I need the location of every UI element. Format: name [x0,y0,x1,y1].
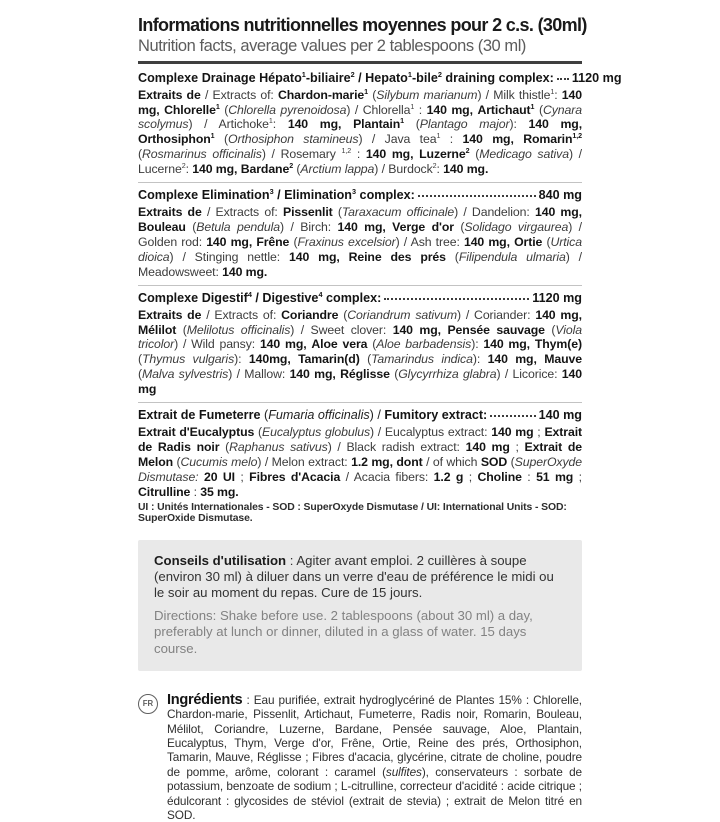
header-divider [138,61,582,64]
section-body: Extraits de / Extracts of: Chardon-marie$^1$ (Silybum marianum) / Milk thistle$^1$: 140 mg, Chlorelle$^1$ (Chlorella pyrenoidosa) / Chlorella$^1$ : 140 mg, Artichaut$^1$ (Cynara scolymus) / Artichoke$^1$: 140 mg, Plantain$^1$ (Plantago major): 140 mg, Orthosiphon$^1$ (Orthosiphon stamineus) / Java tea$^1$ : 140 mg, Romarin$^{1,2}$ (Rosmarinus officinalis) / Rosemary $^{1,2}$ : 140 mg, Luzerne$^2$ (Medicago sativa) / Lucerne$^2$: 140 mg, Bardane$^2$ (Arctium lappa) / Burdock$^2$: 140 mg. [138,87,583,177]
directions-box [138,540,582,671]
dotted-leader [490,415,535,417]
section-heading: Extrait de Fumeterre (Fumaria officinalis) / Fumitory extract: [138,408,488,423]
section-divider [138,182,582,183]
dotted-leader [384,298,529,300]
ingredients-block [138,693,582,822]
section-heading-row [138,408,582,422]
dotted-leader [418,195,536,197]
section-digestive [138,291,582,397]
section-amount: 1120 mg [571,70,622,85]
section-heading-row [138,188,582,202]
section-amount: 840 mg [538,188,582,203]
section-body: Extrait d'Eucalyptus (Eucalyptus globulus) / Eucalyptus extract: 140 mg ; Extrait de Radis noir (Raphanus sativus) / Black radish extract: 140 mg ; Extrait de Melon (Cucumis melo) / Melon extract: 1.2 mg, dont / of which SOD (SuperOxyde Dismutase: 20 UI ; Fibres d'Acacia / Acacia fibers: 1.2 g ; Choline : 51 mg ; Citrulline : 35 mg. [138,425,583,499]
section-divider [138,285,582,286]
ingredients-text [167,693,582,822]
section-amount: 140 mg [538,408,582,423]
section-divider [138,402,582,403]
section-amount: 1120 mg [532,290,582,305]
section-fumitory [138,408,582,524]
fr-language-badge: FR [138,694,158,714]
label-header [138,15,587,56]
ingredients-heading: Ingrédients [167,691,243,708]
section-heading: Complexe Elimination$^3$ / Elimination$^3$ complex: [138,186,415,203]
section-hepato-biliary [138,69,622,177]
section-heading-row [138,69,622,85]
section-heading: Complexe Digestif$^4$ / Digestive$^4$ complex: [138,289,382,305]
directions-en: Directions: Shake before use. 2 tablespoons (about 30 ml) a day, preferably at lunch or dinner, diluted in a glass of water. 15 days course. [154,608,533,656]
abbreviations-footnote: UI : Unités Internationales - SOD : SuperOxyde Dismutase / UI: International Units - SOD: SuperOxide Dismutase. [138,501,567,524]
dotted-leader [557,78,569,80]
ingredients-list: : Eau purifiée, extrait hydroglycériné de Plantes 15% : Chlorelle, Chardon-marie, Pissenlit, Artichaut, Fumeterre, Radis noir, Romarin, Bouleau, Mélilot, Coriandre, Luzerne, Bardane, Pensée sauvage, Aloe, Plantain, Eucalyptus, Thym, Verge d'or, Frêne, Ortie, Reine des prés, Orthosiphon, Tamarin, Mauve, Réglisse ; Fibres d'acacia, glycérine, citrate de choline, poudre de pomme, arôme, colorant : caramel (sulfites), conservateurs : sorbate de potassium, benzoate de sodium ; L-citrulline, correcteur d'acidité : acide citrique ; édulcorant : glycosides de stéviol (extrait de stevia) ; extrait de Melon titré en SOD. [167,692,582,822]
section-heading: Complexe Drainage Hépato$^1$-biliaire$^2$ / Hepato$^1$-bile$^2$ draining complex: [138,69,554,85]
section-elimination [138,188,582,280]
section-body: Extraits de / Extracts of: Pissenlit (Taraxacum officinale) / Dandelion: 140 mg, Bouleau (Betula pendula) / Birch: 140 mg, Verge d'or (Solidago virgaurea) / Golden rod: 140 mg, Frêne (Fraxinus excelsior) / Ash tree: 140 mg, Ortie (Urtica dioica) / Stinging nettle: 140 mg, Reine des prés (Filipendula ulmaria) / Meadowsweet: 140 mg. [138,205,582,279]
directions-fr: Conseils d'utilisation : Agiter avant emploi. 2 cuillères à soupe (environ 30 ml) à diluer dans un verre d'eau de préférence le midi ou le soir au moment du repas. Cure de 15 jours. [154,552,554,600]
header-title-fr: Informations nutritionnelles moyennes pour 2 c.s. (30ml) [138,15,587,35]
header-title-en: Nutrition facts, average values per 2 tablespoons (30 ml) [138,36,526,55]
nutrition-label [138,0,622,822]
section-heading-row [138,291,582,305]
section-body: Extraits de / Extracts of: Coriandre (Coriandrum sativum) / Coriander: 140 mg, Mélilot (Melilotus officinalis) / Sweet clover: 140 mg, Pensée sauvage (Viola tricolor) / Wild pansy: 140 mg, Aloe vera (Aloe barbadensis): 140 mg, Thym(e) (Thymus vulgaris): 140mg, Tamarin(d) (Tamarindus indica): 140 mg, Mauve (Malva sylvestris) / Mallow: 140 mg, Réglisse (Glycyrrhiza glabra) / Licorice: 140 mg [138,307,582,397]
